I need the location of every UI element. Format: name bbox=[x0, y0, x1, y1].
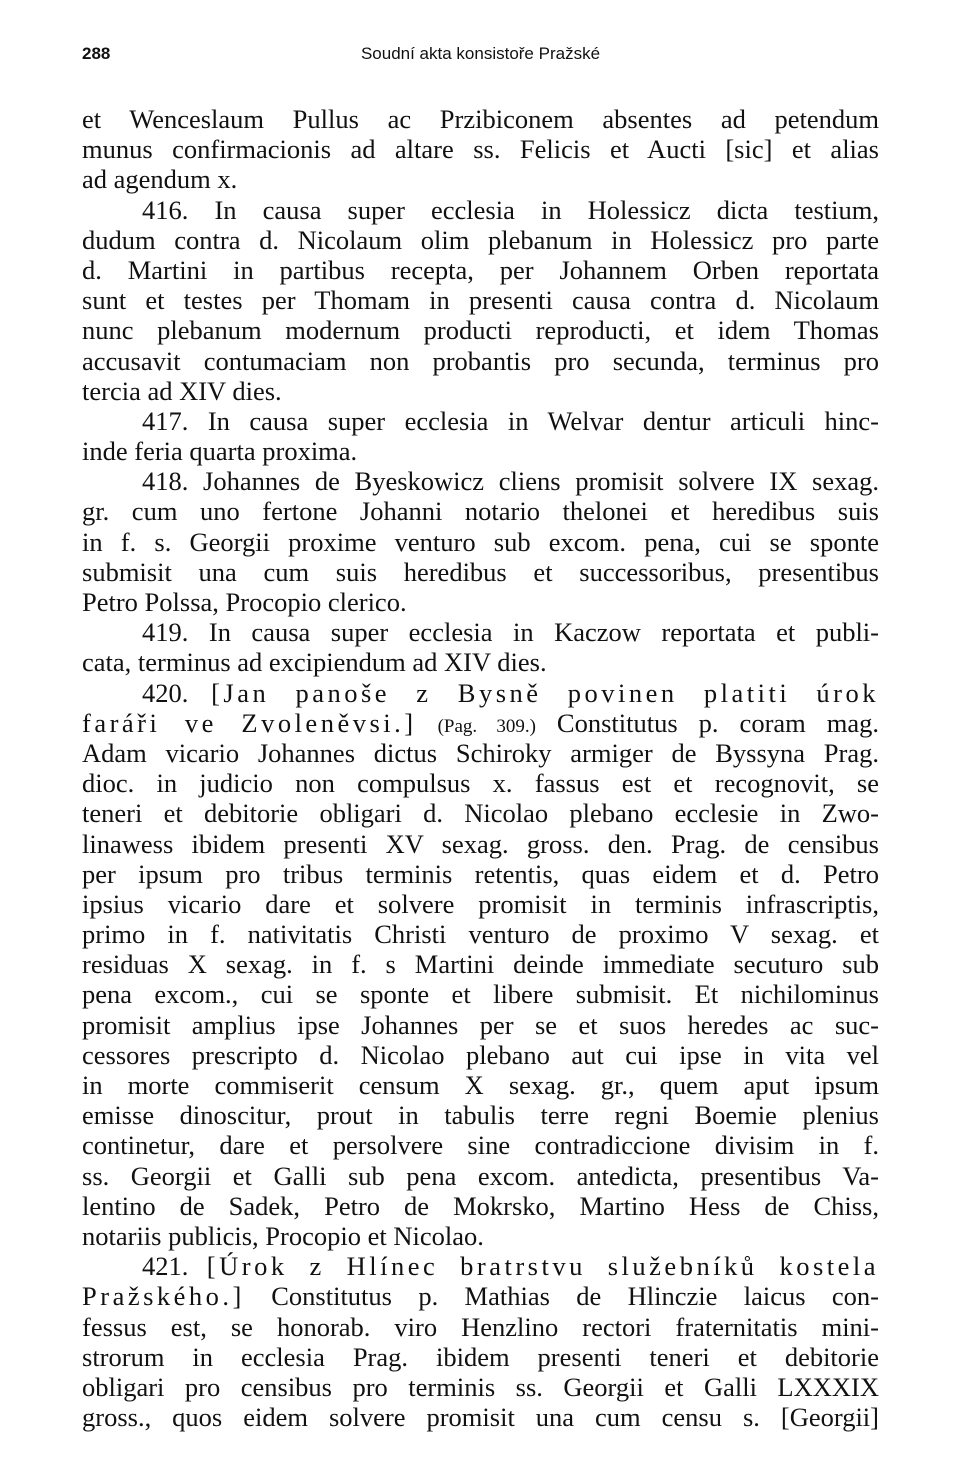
paragraph-419-start: 419. In causa super ecclesia in Kaczow reportata et publi- bbox=[142, 617, 879, 648]
text-line: residuas X sexag. in f. s Martini deinde immediate secuturo sub bbox=[82, 949, 879, 980]
text-line: ad agendum x. bbox=[82, 164, 238, 195]
paragraph-420-start bbox=[82, 678, 879, 708]
page-header bbox=[82, 44, 879, 74]
text-line: cessores prescripto d. Nicolao plebano aut cui ipse in vita vel bbox=[82, 1039, 879, 1070]
text-line: munus confirmacionis ad altare ss. Felicis et Aucti [sic] et alias bbox=[82, 134, 879, 165]
text-line: strorum in ecclesia Prag. ibidem presenti teneri et debitorie bbox=[82, 1341, 879, 1372]
body-text bbox=[82, 104, 879, 1432]
paragraph-418-start: 418. Johannes de Byeskowicz cliens promisit solvere IX sexag. bbox=[142, 466, 879, 497]
text-line: d. Martini in partibus recepta, per Johannem Orben reportata bbox=[82, 254, 879, 285]
paragraph-417-start: 417. In causa super ecclesia in Welvar dentur articuli hinc- bbox=[142, 405, 879, 436]
text-line: gross., quos eidem solvere promisit una cum censu s. [Georgii] bbox=[82, 1402, 879, 1433]
text-line: Adam vicario Johannes dictus Schiroky armiger de Byssyna Prag. bbox=[82, 737, 879, 768]
text-line: dioc. in judicio non compulsus x. fassus est et recognovit, se bbox=[82, 768, 879, 799]
page-number: 288 bbox=[82, 44, 111, 63]
text-line: lentino de Sadek, Petro de Mokrsko, Martino Hess de Chiss, bbox=[82, 1190, 879, 1221]
text-line: dudum contra d. Nicolaum olim plebanum in Holessicz pro parte bbox=[82, 224, 879, 255]
text-line: per ipsum pro tribus terminis retentis, quas eidem et d. Petro bbox=[82, 858, 879, 889]
text-line bbox=[82, 1281, 879, 1311]
czech-heading: Pražského.] bbox=[82, 1281, 245, 1312]
text-line: tercia ad XIV dies. bbox=[82, 375, 282, 406]
text-line: ipsius vicario dare et solvere promisit in terminis infrascriptis, bbox=[82, 888, 879, 919]
text-line: sunt et testes per Thomam in presenti causa contra d. Nicolaum bbox=[82, 285, 879, 316]
text-line: accusavit contumaciam non probantis pro secunda, terminus pro bbox=[82, 345, 879, 376]
text-line: in morte commiserit censum X sexag. gr., quem aput ipsum bbox=[82, 1070, 879, 1100]
line-text: Constitutus p. Mathias de Hlinczie laicus con- bbox=[271, 1281, 879, 1312]
line-text: Constitutus p. coram mag. bbox=[556, 707, 879, 738]
text-line: cata, terminus ad excipiendum ad XIV dies. bbox=[82, 647, 547, 678]
czech-heading: faráři ve Zvoleněvsi.] bbox=[82, 707, 417, 738]
text-line: fessus est, se honorab. viro Henzlino rectori fraternitatis mini- bbox=[82, 1311, 879, 1342]
paragraph-416-start: 416. In causa super ecclesia in Holessicz dicta testium, bbox=[142, 194, 879, 225]
entry-number: 421. bbox=[142, 1251, 189, 1282]
text-line: Petro Polssa, Procopio clerico. bbox=[82, 587, 407, 617]
text-line: nunc plebanum modernum producti reproducti, et idem Thomas bbox=[82, 315, 879, 346]
text-line: teneri et debitorie obligari d. Nicolao plebano ecclesie in Zwo- bbox=[82, 798, 879, 829]
text-line: emisse dinoscitur, prout in tabulis terre regni Boemie plenius bbox=[82, 1100, 879, 1131]
page-reference: (Pag. 309.) bbox=[437, 715, 536, 737]
text-line: et Wenceslaum Pullus ac Przibiconem absentes ad petendum bbox=[82, 104, 879, 134]
running-title: Soudní akta konsistoře Pražské bbox=[360, 44, 601, 63]
paragraph-421-start bbox=[82, 1251, 879, 1281]
czech-heading: [Jan panoše z Bysně povinen platiti úrok bbox=[211, 677, 879, 708]
text-line: in f. s. Georgii proxime venturo sub excom. pena, cui se sponte bbox=[82, 526, 879, 557]
text-line: promisit amplius ipse Johannes per se et suos heredes ac suc- bbox=[82, 1009, 879, 1040]
text-line: continetur, dare et persolvere sine contradiccione divisim in f. bbox=[82, 1130, 879, 1161]
entry-number: 420. bbox=[142, 677, 189, 708]
text-line: gr. cum uno fertone Johanni notario thelonei et heredibus suis bbox=[82, 496, 879, 527]
text-line: submisit una cum suis heredibus et successoribus, presentibus bbox=[82, 556, 879, 587]
text-line: notariis publicis, Procopio et Nicolao. bbox=[82, 1220, 484, 1251]
text-line: ss. Georgii et Galli sub pena excom. antedicta, presentibus Va- bbox=[82, 1160, 879, 1191]
text-line bbox=[82, 708, 879, 738]
czech-heading: [Úrok z Hlínec bratrstvu služebníků kostela bbox=[206, 1251, 879, 1282]
text-line: primo in f. nativitatis Christi venturo de proximo V sexag. et bbox=[82, 919, 879, 950]
text-line: obligari pro censibus pro terminis ss. Georgii et Galli LXXXIX bbox=[82, 1371, 879, 1402]
text-line: linawess ibidem presenti XV sexag. gross. den. Prag. de censibus bbox=[82, 828, 879, 859]
text-line: pena excom., cui se sponte et libere submisit. Et nichilominus bbox=[82, 979, 879, 1010]
text-line: inde feria quarta proxima. bbox=[82, 436, 358, 467]
